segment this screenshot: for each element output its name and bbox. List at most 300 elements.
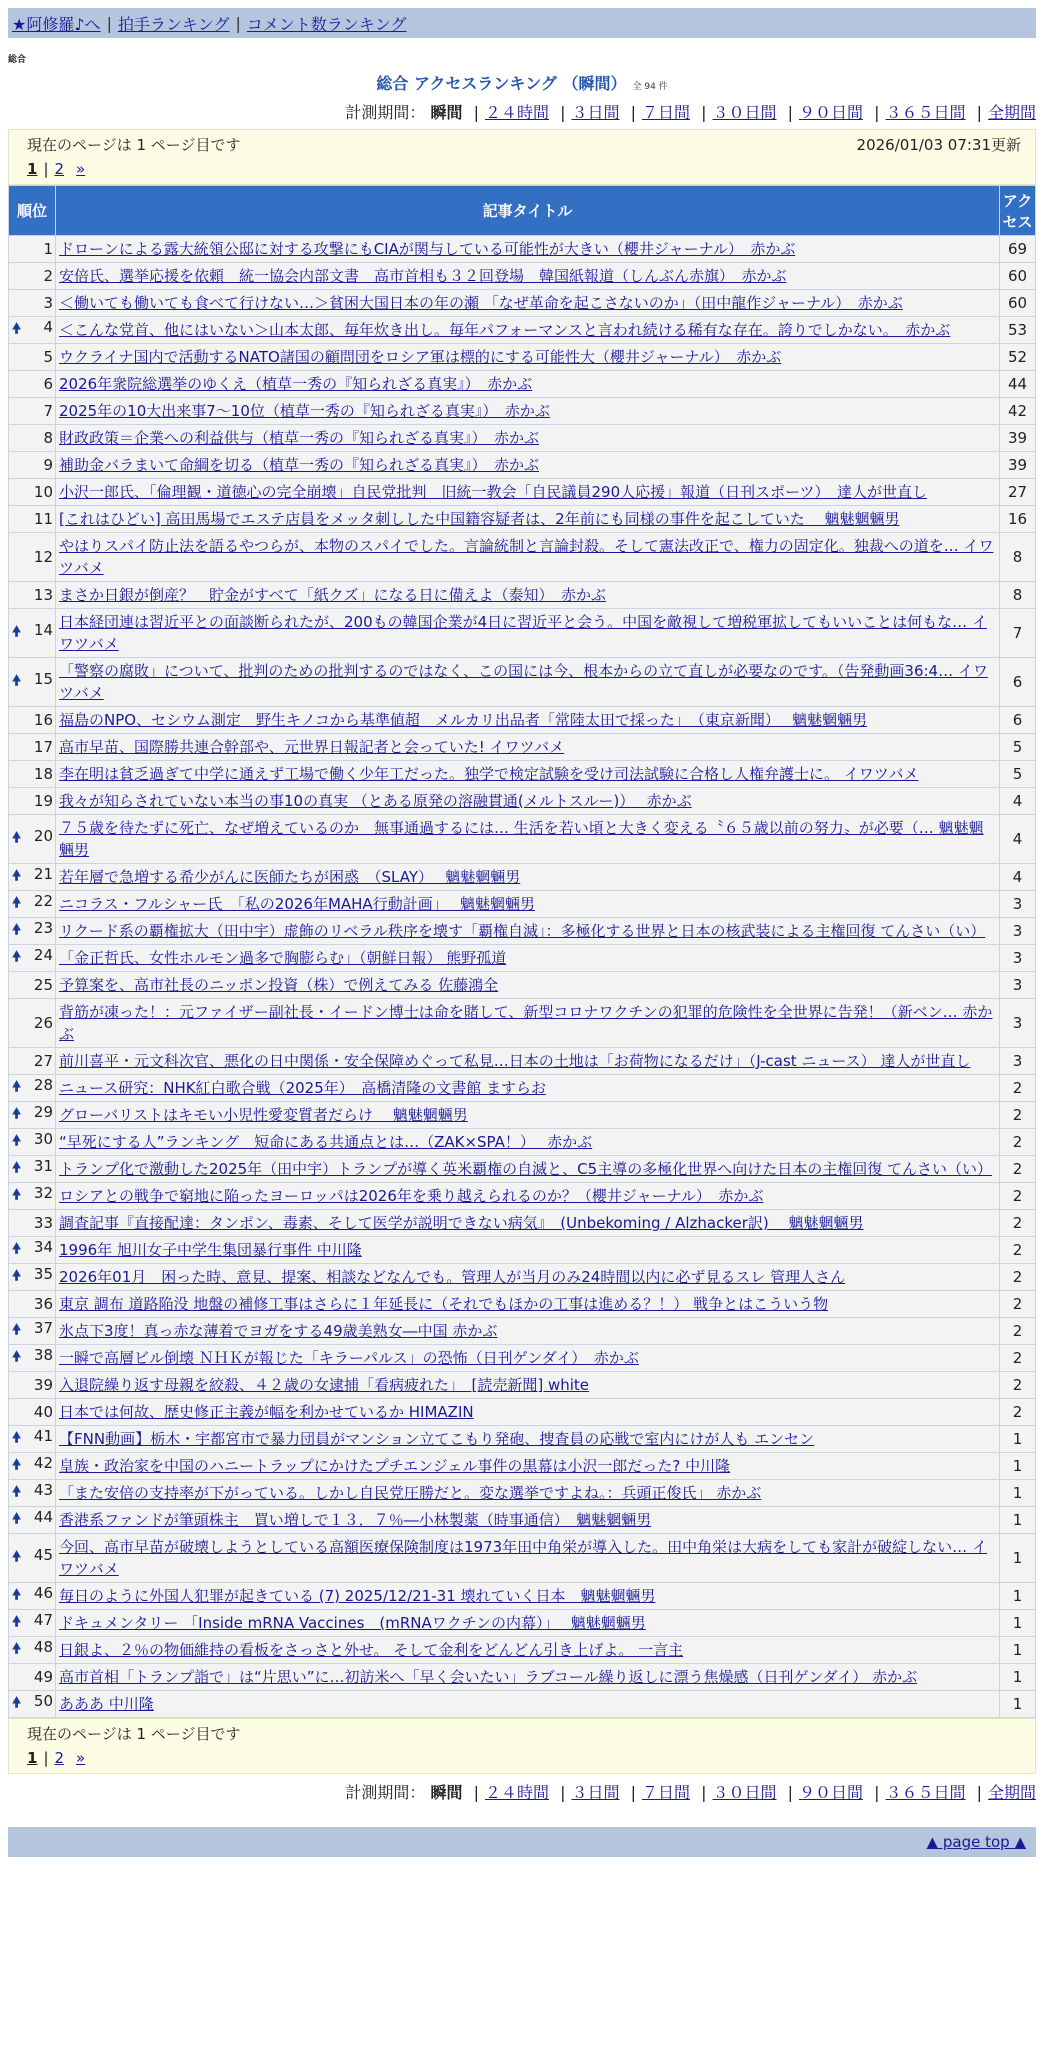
rank-up-arrow-icon: 🠝 — [12, 895, 22, 911]
article-title-link[interactable]: トランプ化で激動した2025年（田中宇）トランプが導く英米覇権の自滅と、C5主導の多極化世界へ向けた日本の主権回復 てんさい（い） — [59, 1160, 992, 1178]
article-title-link[interactable]: 補助金バラまいて命綱を切る（植草一秀の『知られざる真実』） 赤かぶ — [59, 456, 540, 474]
article-title-link[interactable]: 高市首相「トランプ詣で」は“片思い”に…初訪米へ「早く会いたい」ラブコール繰り返しに漂う焦燥感（日刊ゲンダイ） 赤かぶ — [59, 1668, 918, 1686]
access-count: 1 — [1000, 1691, 1036, 1718]
rank-up-arrow-icon: 🠝 — [12, 1160, 22, 1176]
rank-number: 15 — [33, 670, 53, 688]
rank-cell — [9, 658, 56, 707]
rank-number: 16 — [33, 711, 53, 729]
access-count: 2 — [1000, 1129, 1036, 1156]
title-cell — [56, 263, 1000, 290]
article-title-link[interactable]: 「また安倍の支持率が下がっている。しかし自民党圧勝だと。変な選挙ですよね。：兵頭正俊氏」 赤かぶ — [59, 1484, 762, 1502]
article-title-link[interactable]: 東京 調布 道路陥没 地盤の補修工事はさらに１年延長に（それでもほかの工事は進める？！） 戦争とはこういう物 — [59, 1295, 829, 1313]
title-cell — [56, 1610, 1000, 1637]
article-title-link[interactable]: 福島のNPO、セシウム測定 野生キノコから基準値超 メルカリ出品者「常陸太田で採った」 （東京新聞） 魑魅魍魎男 — [59, 711, 868, 729]
period-24h[interactable]: ２４時間 — [484, 1783, 549, 1802]
category-label: 総合 — [8, 55, 27, 65]
article-title-link[interactable]: ニコラス・フルシャー氏 「私の2026年MAHA行動計画」 魑魅魍魎男 — [59, 895, 535, 913]
rank-cell — [9, 1399, 56, 1426]
rank-number: 14 — [33, 621, 53, 639]
title-cell — [56, 1426, 1000, 1453]
access-count: 3 — [1000, 1048, 1036, 1075]
rank-cell — [9, 371, 56, 398]
table-row — [9, 344, 1036, 371]
rank-cell — [9, 398, 56, 425]
rank-cell — [9, 1637, 56, 1664]
rank-number: 21 — [33, 865, 53, 883]
updated-timestamp: 2026/01/03 07:31更新 — [856, 136, 1021, 154]
access-count: 52 — [1000, 344, 1036, 371]
table-row — [9, 1210, 1036, 1237]
page-next[interactable]: » — [76, 1749, 86, 1767]
page-title: 総合 アクセスランキング （瞬間） — [376, 74, 627, 93]
table-row — [9, 1583, 1036, 1610]
table-row — [9, 1048, 1036, 1075]
rank-up-arrow-icon: 🠝 — [12, 1241, 22, 1257]
access-count: 7 — [1000, 609, 1036, 658]
rank-number: 26 — [33, 1014, 53, 1032]
page-status: 現在のページは 1 ページ目です — [27, 1725, 241, 1743]
article-title-link[interactable]: “早死にする人”ランキング 短命にある共通点とは…（ZAK×SPA！） 赤かぶ — [59, 1133, 593, 1151]
access-count: 27 — [1000, 479, 1036, 506]
article-title-link[interactable]: 小沢一郎氏、「倫理観・道徳心の完全崩壊」自民党批判 旧統一教会「自民議員290人応援」報道（日刊スポーツ） 達人が世直し — [59, 483, 928, 501]
title-cell — [56, 344, 1000, 371]
rank-number: 29 — [33, 1103, 53, 1121]
period-current: 瞬間 — [430, 1783, 463, 1802]
access-count: 1 — [1000, 1637, 1036, 1664]
rank-cell — [9, 1183, 56, 1210]
rank-number: 1 — [43, 240, 53, 258]
table-row — [9, 1426, 1036, 1453]
table-row — [9, 506, 1036, 533]
title-cell — [56, 1507, 1000, 1534]
rank-cell — [9, 236, 56, 263]
rank-number: 5 — [43, 348, 53, 366]
article-title-link[interactable]: 日本経団連は習近平との面談断られたが、200もの韓国企業が4日に習近平と会う。中国を敵視して増税軍拡してもいいことは何もな… イワツバメ — [59, 613, 987, 653]
access-count: 1 — [1000, 1426, 1036, 1453]
table-row — [9, 1291, 1036, 1318]
article-title-link[interactable]: 日銀よ、２％の物価維持の看板をさっさと外せ。 そして金利をどんどん引き上げよ。 一言主 — [59, 1641, 684, 1659]
nav-link-home[interactable]: ★阿修羅♪へ — [12, 14, 101, 34]
table-row — [9, 658, 1036, 707]
access-count: 39 — [1000, 452, 1036, 479]
table-row — [9, 452, 1036, 479]
rank-cell — [9, 425, 56, 452]
table-row — [9, 609, 1036, 658]
rank-number: 30 — [33, 1130, 53, 1148]
nav-link-comment-ranking[interactable]: コメント数ランキング — [246, 14, 407, 34]
rank-cell — [9, 1372, 56, 1399]
article-title-link[interactable]: 2026年衆院総選挙のゆくえ（植草一秀の『知られざる真実』） 赤かぶ — [59, 375, 533, 393]
title-cell — [56, 317, 1000, 344]
period-label: 計測期間： — [345, 1783, 426, 1802]
rank-cell — [9, 1691, 56, 1718]
rank-number: 2 — [43, 267, 53, 285]
article-title-link[interactable]: 入退院繰り返す母親を絞殺、４２歳の女逮捕「看病疲れた」 [読売新聞] white — [59, 1376, 590, 1394]
title-cell — [56, 1453, 1000, 1480]
access-count: 3 — [1000, 999, 1036, 1048]
title-cell — [56, 1129, 1000, 1156]
access-count: 2 — [1000, 1156, 1036, 1183]
table-row — [9, 1318, 1036, 1345]
pager-top: 現在のページは 1 ページ目です 2026/01/03 07:31更新 1 | 2 » — [8, 129, 1036, 185]
page-title-block — [0, 71, 1044, 94]
title-cell — [56, 891, 1000, 918]
title-cell — [56, 398, 1000, 425]
period-current: 瞬間 — [430, 103, 463, 122]
page-top-link[interactable]: ▲ page top ▲ — [926, 1833, 1026, 1851]
rank-up-arrow-icon: 🠝 — [12, 1549, 22, 1565]
period-30d[interactable]: ３０日間 — [712, 1783, 777, 1802]
article-title-link[interactable]: 【FNN動画】栃木・宇都宮市で暴力団員がマンション立てこもり発砲、捜査員の応戦で室内にけが人も エンセン — [59, 1430, 815, 1448]
article-title-link[interactable]: 1996年 旭川女子中学生集団暴行事件 中川隆 — [59, 1241, 362, 1259]
article-title-link[interactable]: 若年層で急増する希少がんに医師たちが困惑 （SLAY） 魑魅魍魎男 — [59, 868, 521, 886]
rank-number: 25 — [33, 976, 53, 994]
period-24h[interactable]: ２４時間 — [484, 103, 549, 122]
table-row — [9, 1507, 1036, 1534]
rank-cell — [9, 1507, 56, 1534]
access-count: 1 — [1000, 1583, 1036, 1610]
rank-cell — [9, 788, 56, 815]
access-count: 2 — [1000, 1183, 1036, 1210]
rank-up-arrow-icon: 🠝 — [12, 1349, 22, 1365]
article-title-link[interactable]: 安倍氏、選挙応援を依頼 統一協会内部文書 高市首相も３２回登場 韓国紙報道（しんぶん赤旗） 赤かぶ — [59, 267, 787, 285]
table-row — [9, 263, 1036, 290]
article-title-link[interactable]: ドローンによる露大統領公邸に対する攻撃にもCIAが関与している可能性が大きい（櫻井ジャーナル） 赤かぶ — [59, 240, 796, 258]
period-all[interactable]: 全期間 — [987, 1783, 1036, 1802]
title-cell — [56, 1237, 1000, 1264]
article-title-link[interactable]: グローバリストはキモい小児性愛変質者だらけ 魑魅魍魎男 — [59, 1106, 468, 1124]
rank-number: 43 — [33, 1481, 53, 1499]
article-title-link[interactable]: 今回、高市早苗が破壊しようとしている高額医療保険制度は1973年田中角栄が導入した。田中角栄は大病をしても家計が破綻しない… イワツバメ — [59, 1538, 987, 1578]
title-cell — [56, 815, 1000, 864]
table-row — [9, 1534, 1036, 1583]
article-title-link[interactable]: 皇族・政治家を中国のハニートラップにかけたプチエンジェル事件の黒幕は小沢一郎だった? 中川隆 — [59, 1457, 731, 1475]
access-count: 1 — [1000, 1507, 1036, 1534]
title-cell — [56, 1372, 1000, 1399]
rank-number: 23 — [33, 919, 53, 937]
article-title-link[interactable]: 予算案を、高市社長のニッポン投資（株）で例えてみる 佐藤鴻全 — [59, 976, 499, 994]
period-90d[interactable]: ９０日間 — [798, 1783, 863, 1802]
rank-number: 48 — [33, 1638, 53, 1656]
title-cell — [56, 1102, 1000, 1129]
title-cell — [56, 1264, 1000, 1291]
rank-up-arrow-icon: 🠝 — [12, 922, 22, 938]
article-title-link[interactable]: ＜こんな党首、他にはいない＞山本太郎、毎年炊き出し。毎年パフォーマンスと言われ続ける稀有な存在。誇りでしかない。 赤かぶ — [59, 321, 951, 339]
title-cell — [56, 761, 1000, 788]
table-row — [9, 972, 1036, 999]
rank-cell — [9, 290, 56, 317]
rank-cell — [9, 761, 56, 788]
period-7d[interactable]: ７日間 — [641, 1783, 690, 1802]
rank-up-arrow-icon: 🠝 — [12, 1614, 22, 1630]
article-title-link[interactable]: ＜働いても働いても食べて行けない…＞貧困大国日本の年の瀬 「なぜ革命を起こさないのか」（田中龍作ジャーナル） 赤かぶ — [59, 294, 903, 312]
rank-cell — [9, 1156, 56, 1183]
article-title-link[interactable]: 高市早苗、国際勝共連合幹部や、元世界日報記者と会っていた! イワツバメ — [59, 738, 565, 756]
rank-cell — [9, 1075, 56, 1102]
article-title-link[interactable]: [これはひどい] 高田馬場でエステ店員をメッタ刺しした中国籍容疑者は、2年前にも同様の事件を起こしていた 魑魅魍魎男 — [59, 510, 900, 528]
rank-up-arrow-icon: 🠝 — [12, 1079, 22, 1095]
rank-cell — [9, 918, 56, 945]
period-label: 計測期間： — [345, 103, 426, 122]
access-count: 4 — [1000, 788, 1036, 815]
access-count: 3 — [1000, 972, 1036, 999]
rank-cell — [9, 945, 56, 972]
rank-up-arrow-icon: 🠝 — [12, 1587, 22, 1603]
article-title-link[interactable]: 「警察の腐敗」について、批判のための批判するのではなく、この国には今、根本からの立て直しが必要なのです。（告発動画36:4… イワツバメ — [59, 662, 988, 702]
rank-number: 50 — [33, 1692, 53, 1710]
access-count: 3 — [1000, 891, 1036, 918]
article-title-link[interactable]: ７５歳を待たずに死亡、なぜ増えているのか 無事通過するには… 生活を若い頃と大きく変える〝６５歳以前の努力〟が必要（… 魑魅魍魎男 — [59, 819, 984, 859]
article-title-link[interactable]: リクード系の覇権拡大（田中宇）虚飾のリベラル秩序を壊す「覇権自滅」：多極化する世界と日本の核武装による主権回復 てんさい（い） — [59, 922, 986, 940]
rank-cell — [9, 582, 56, 609]
article-title-link[interactable]: ロシアとの戦争で窮地に陥ったヨーロッパは2026年を乗り越えられるのか？（櫻井ジャーナル） 赤かぶ — [59, 1187, 764, 1205]
access-count: 5 — [1000, 734, 1036, 761]
period-7d[interactable]: ７日間 — [641, 103, 690, 122]
table-row — [9, 918, 1036, 945]
rank-cell — [9, 1583, 56, 1610]
access-count: 69 — [1000, 236, 1036, 263]
rank-cell — [9, 344, 56, 371]
rank-cell — [9, 609, 56, 658]
table-row — [9, 533, 1036, 582]
rank-number: 42 — [33, 1454, 53, 1472]
rank-cell — [9, 317, 56, 344]
article-title-link[interactable]: 香港系ファンドが筆頭株主 買い増しで１３．７％―小林製薬（時事通信） 魑魅魍魎男 — [59, 1511, 652, 1529]
rank-up-arrow-icon: 🠝 — [12, 949, 22, 965]
rank-number: 19 — [33, 792, 53, 810]
rank-cell — [9, 1480, 56, 1507]
table-row — [9, 891, 1036, 918]
rank-cell — [9, 815, 56, 864]
article-title-link[interactable]: 調査記事『直接配達：タンポン、毒素、そして医学が説明できない病気』 (Unbekoming / Alzhacker訳) 魑魅魍魎男 — [59, 1214, 864, 1232]
page-current: 1 — [27, 160, 38, 178]
rank-cell — [9, 1237, 56, 1264]
article-title-link[interactable]: やはりスパイ防止法を語るやつらが、本物のスパイでした。言論統制と言論封殺。そして憲法改正で、権力の固定化。独裁への道を… イワツバメ — [59, 537, 994, 577]
access-count: 3 — [1000, 945, 1036, 972]
access-count: 1 — [1000, 1534, 1036, 1583]
table-row — [9, 734, 1036, 761]
article-title-link[interactable]: 毎日のように外国人犯罪が起きている (7) 2025/12/21-31 壊れていく日本 魑魅魍魎男 — [59, 1587, 656, 1605]
access-count: 2 — [1000, 1345, 1036, 1372]
access-count: 2 — [1000, 1399, 1036, 1426]
rank-number: 27 — [33, 1052, 53, 1070]
article-title-link[interactable]: 日本では何故、歴史修正主義が幅を利かせているか HIMAZIN — [59, 1403, 474, 1421]
rank-number: 22 — [33, 892, 53, 910]
rank-up-arrow-icon: 🠝 — [12, 1106, 22, 1122]
rank-number: 17 — [33, 738, 53, 756]
table-row — [9, 707, 1036, 734]
title-cell — [56, 533, 1000, 582]
period-3d[interactable]: ３日間 — [571, 1783, 620, 1802]
table-row — [9, 1372, 1036, 1399]
article-title-link[interactable]: ニュース研究：NHK紅白歌合戦（2025年） 高橋清隆の文書館 ますらお — [59, 1079, 547, 1097]
ranking-rows — [9, 236, 1036, 1718]
period-3d[interactable]: ３日間 — [571, 103, 620, 122]
rank-cell — [9, 1610, 56, 1637]
rank-cell — [9, 506, 56, 533]
rank-cell — [9, 1210, 56, 1237]
article-title-link[interactable]: 背筋が凍った！：元ファイザー副社長・イードン博士は命を賭して、新型コロナワクチンの犯罪的危険性を全世界に告発！（新ベン… 赤かぶ — [59, 1003, 993, 1043]
title-cell — [56, 1183, 1000, 1210]
rank-number: 34 — [33, 1238, 53, 1256]
rank-cell — [9, 1453, 56, 1480]
rank-number: 41 — [33, 1427, 53, 1445]
rank-number: 32 — [33, 1184, 53, 1202]
rank-cell — [9, 999, 56, 1048]
rank-cell — [9, 972, 56, 999]
access-count: 8 — [1000, 582, 1036, 609]
title-cell — [56, 506, 1000, 533]
rank-cell — [9, 734, 56, 761]
rank-number: 40 — [33, 1403, 53, 1421]
rank-number: 28 — [33, 1076, 53, 1094]
table-row — [9, 761, 1036, 788]
rank-up-arrow-icon: 🠝 — [12, 830, 22, 846]
table-row — [9, 479, 1036, 506]
article-title-link[interactable]: 我々が知らされていない本当の事10の真実 （とある原発の溶融貫通(メルトスルー)） 赤かぶ — [59, 792, 692, 810]
table-row — [9, 1453, 1036, 1480]
article-title-link[interactable]: 一瞬で高層ビル倒壊 ＮＨＫが報じた「キラーパルス」の恐怖（日刊ゲンダイ） 赤かぶ — [59, 1349, 639, 1367]
access-count: 39 — [1000, 425, 1036, 452]
table-row — [9, 317, 1036, 344]
table-row — [9, 1691, 1036, 1718]
title-cell — [56, 1156, 1000, 1183]
nav-link-clap-ranking[interactable]: 拍手ランキング — [117, 14, 230, 34]
title-cell — [56, 918, 1000, 945]
table-row — [9, 398, 1036, 425]
rank-number: 35 — [33, 1265, 53, 1283]
table-row — [9, 290, 1036, 317]
access-count: 1 — [1000, 1664, 1036, 1691]
table-row — [9, 582, 1036, 609]
article-title-link[interactable]: ウクライナ国内で活動するNATO諸国の顧問団をロシア軍は標的にする可能性大（櫻井ジャーナル） 赤かぶ — [59, 348, 782, 366]
article-title-link[interactable]: 李在明は貧乏過ぎて中学に通えず工場で働く少年工だった。独学で検定試験を受け司法試験に合格し人権弁護士に。 イワツバメ — [59, 765, 919, 783]
rank-cell — [9, 1129, 56, 1156]
article-title-link[interactable]: 「金正哲氏、女性ホルモン過多で胸膨らむ」（朝鮮日報） 熊野孤道 — [59, 949, 507, 967]
rank-cell — [9, 1426, 56, 1453]
table-row — [9, 1610, 1036, 1637]
total-count: 全 94 件 — [632, 82, 668, 92]
table-row — [9, 815, 1036, 864]
access-count: 6 — [1000, 707, 1036, 734]
header-title: 記事タイトル — [56, 186, 1000, 236]
access-count: 1 — [1000, 1453, 1036, 1480]
rank-number: 20 — [33, 827, 53, 845]
rank-number: 7 — [43, 402, 53, 420]
table-row — [9, 1183, 1036, 1210]
period-all[interactable]: 全期間 — [987, 103, 1036, 122]
table-row — [9, 425, 1036, 452]
rank-cell — [9, 1318, 56, 1345]
rank-up-arrow-icon: 🠝 — [12, 1457, 22, 1473]
rank-number: 47 — [33, 1611, 53, 1629]
article-title-link[interactable]: 2025年の10大出来事7〜10位（植草一秀の『知られざる真実』） 赤かぶ — [59, 402, 550, 420]
title-cell — [56, 236, 1000, 263]
table-row — [9, 1156, 1036, 1183]
rank-up-arrow-icon: 🠝 — [12, 1484, 22, 1500]
article-title-link[interactable]: あああ 中川隆 — [59, 1695, 154, 1713]
rank-cell — [9, 1345, 56, 1372]
page-next[interactable]: » — [76, 160, 86, 178]
rank-cell — [9, 533, 56, 582]
rank-up-arrow-icon: 🠝 — [12, 321, 22, 337]
rank-cell — [9, 479, 56, 506]
rank-up-arrow-icon: 🠝 — [12, 624, 22, 640]
period-90d[interactable]: ９０日間 — [798, 103, 863, 122]
table-row — [9, 1102, 1036, 1129]
rank-cell — [9, 707, 56, 734]
table-row — [9, 1237, 1036, 1264]
table-row — [9, 1480, 1036, 1507]
access-count: 2 — [1000, 1237, 1036, 1264]
period-365d[interactable]: ３６５日間 — [885, 103, 966, 122]
table-row — [9, 236, 1036, 263]
rank-cell — [9, 1102, 56, 1129]
rank-cell — [9, 891, 56, 918]
rank-number: 38 — [33, 1346, 53, 1364]
title-cell — [56, 290, 1000, 317]
title-cell — [56, 658, 1000, 707]
header-access: アクセス — [1000, 186, 1036, 236]
article-title-link[interactable]: 2026年01月 困った時、意見、提案、相談などなんでも。管理人が当月のみ24時間以内に必ず見るスレ 管理人さん — [59, 1268, 846, 1286]
nav-separator: | — [106, 13, 112, 33]
article-title-link[interactable]: ドキュメンタリー 「Inside mRNA Vaccines (mRNAワクチンの内幕）」 魑魅魍魎男 — [59, 1614, 646, 1632]
access-count: 2 — [1000, 1210, 1036, 1237]
table-row — [9, 999, 1036, 1048]
access-count: 2 — [1000, 1372, 1036, 1399]
page-link-2[interactable]: 2 — [54, 160, 65, 178]
access-count: 5 — [1000, 761, 1036, 788]
title-cell — [56, 452, 1000, 479]
article-title-link[interactable]: 氷点下3度！真っ赤な薄着でヨガをする49歳美熟女―中国 赤かぶ — [59, 1322, 498, 1340]
table-row — [9, 1129, 1036, 1156]
table-row — [9, 371, 1036, 398]
header-rank: 順位 — [9, 186, 56, 236]
title-cell — [56, 425, 1000, 452]
article-title-link[interactable]: 財政政策＝企業への利益供与（植草一秀の『知られざる真実』） 赤かぶ — [59, 429, 540, 447]
access-count: 8 — [1000, 533, 1036, 582]
period-365d[interactable]: ３６５日間 — [885, 1783, 966, 1802]
title-cell — [56, 1318, 1000, 1345]
title-cell — [56, 1691, 1000, 1718]
title-cell — [56, 1345, 1000, 1372]
period-30d[interactable]: ３０日間 — [712, 103, 777, 122]
access-count: 60 — [1000, 263, 1036, 290]
pager-bottom: 現在のページは 1 ページ目です 1 | 2 » — [8, 1718, 1036, 1774]
title-cell — [56, 1048, 1000, 1075]
article-title-link[interactable]: まさか日銀が倒産？ 貯金がすべて「紙クズ」になる日に備えよ（泰知） 赤かぶ — [59, 586, 607, 604]
rank-number: 12 — [33, 548, 53, 566]
rank-up-arrow-icon: 🠝 — [12, 1268, 22, 1284]
title-cell — [56, 1075, 1000, 1102]
top-nav — [8, 8, 1036, 38]
rank-number: 8 — [43, 429, 53, 447]
rank-number: 31 — [33, 1157, 53, 1175]
rank-cell — [9, 1264, 56, 1291]
rank-number: 24 — [33, 946, 53, 964]
page-link-2[interactable]: 2 — [54, 1749, 65, 1767]
period-selector-top: 計測期間： 瞬間 | ２４時間 | ３日間 | ７日間 | ３０日間 | ９０日間 | ３６５日間 | 全期間 — [345, 103, 1036, 122]
table-row — [9, 1075, 1036, 1102]
rank-number: 3 — [43, 294, 53, 312]
title-cell — [56, 734, 1000, 761]
access-count: 42 — [1000, 398, 1036, 425]
article-title-link[interactable]: 前川喜平・元文科次官、悪化の日中関係・安全保障めぐって私見…日本の土地は「お荷物になるだけ」（J-cast ニュース） 達人が世直し — [59, 1052, 971, 1070]
table-row — [9, 788, 1036, 815]
rank-cell — [9, 1048, 56, 1075]
title-cell — [56, 1583, 1000, 1610]
access-count: 1 — [1000, 1480, 1036, 1507]
